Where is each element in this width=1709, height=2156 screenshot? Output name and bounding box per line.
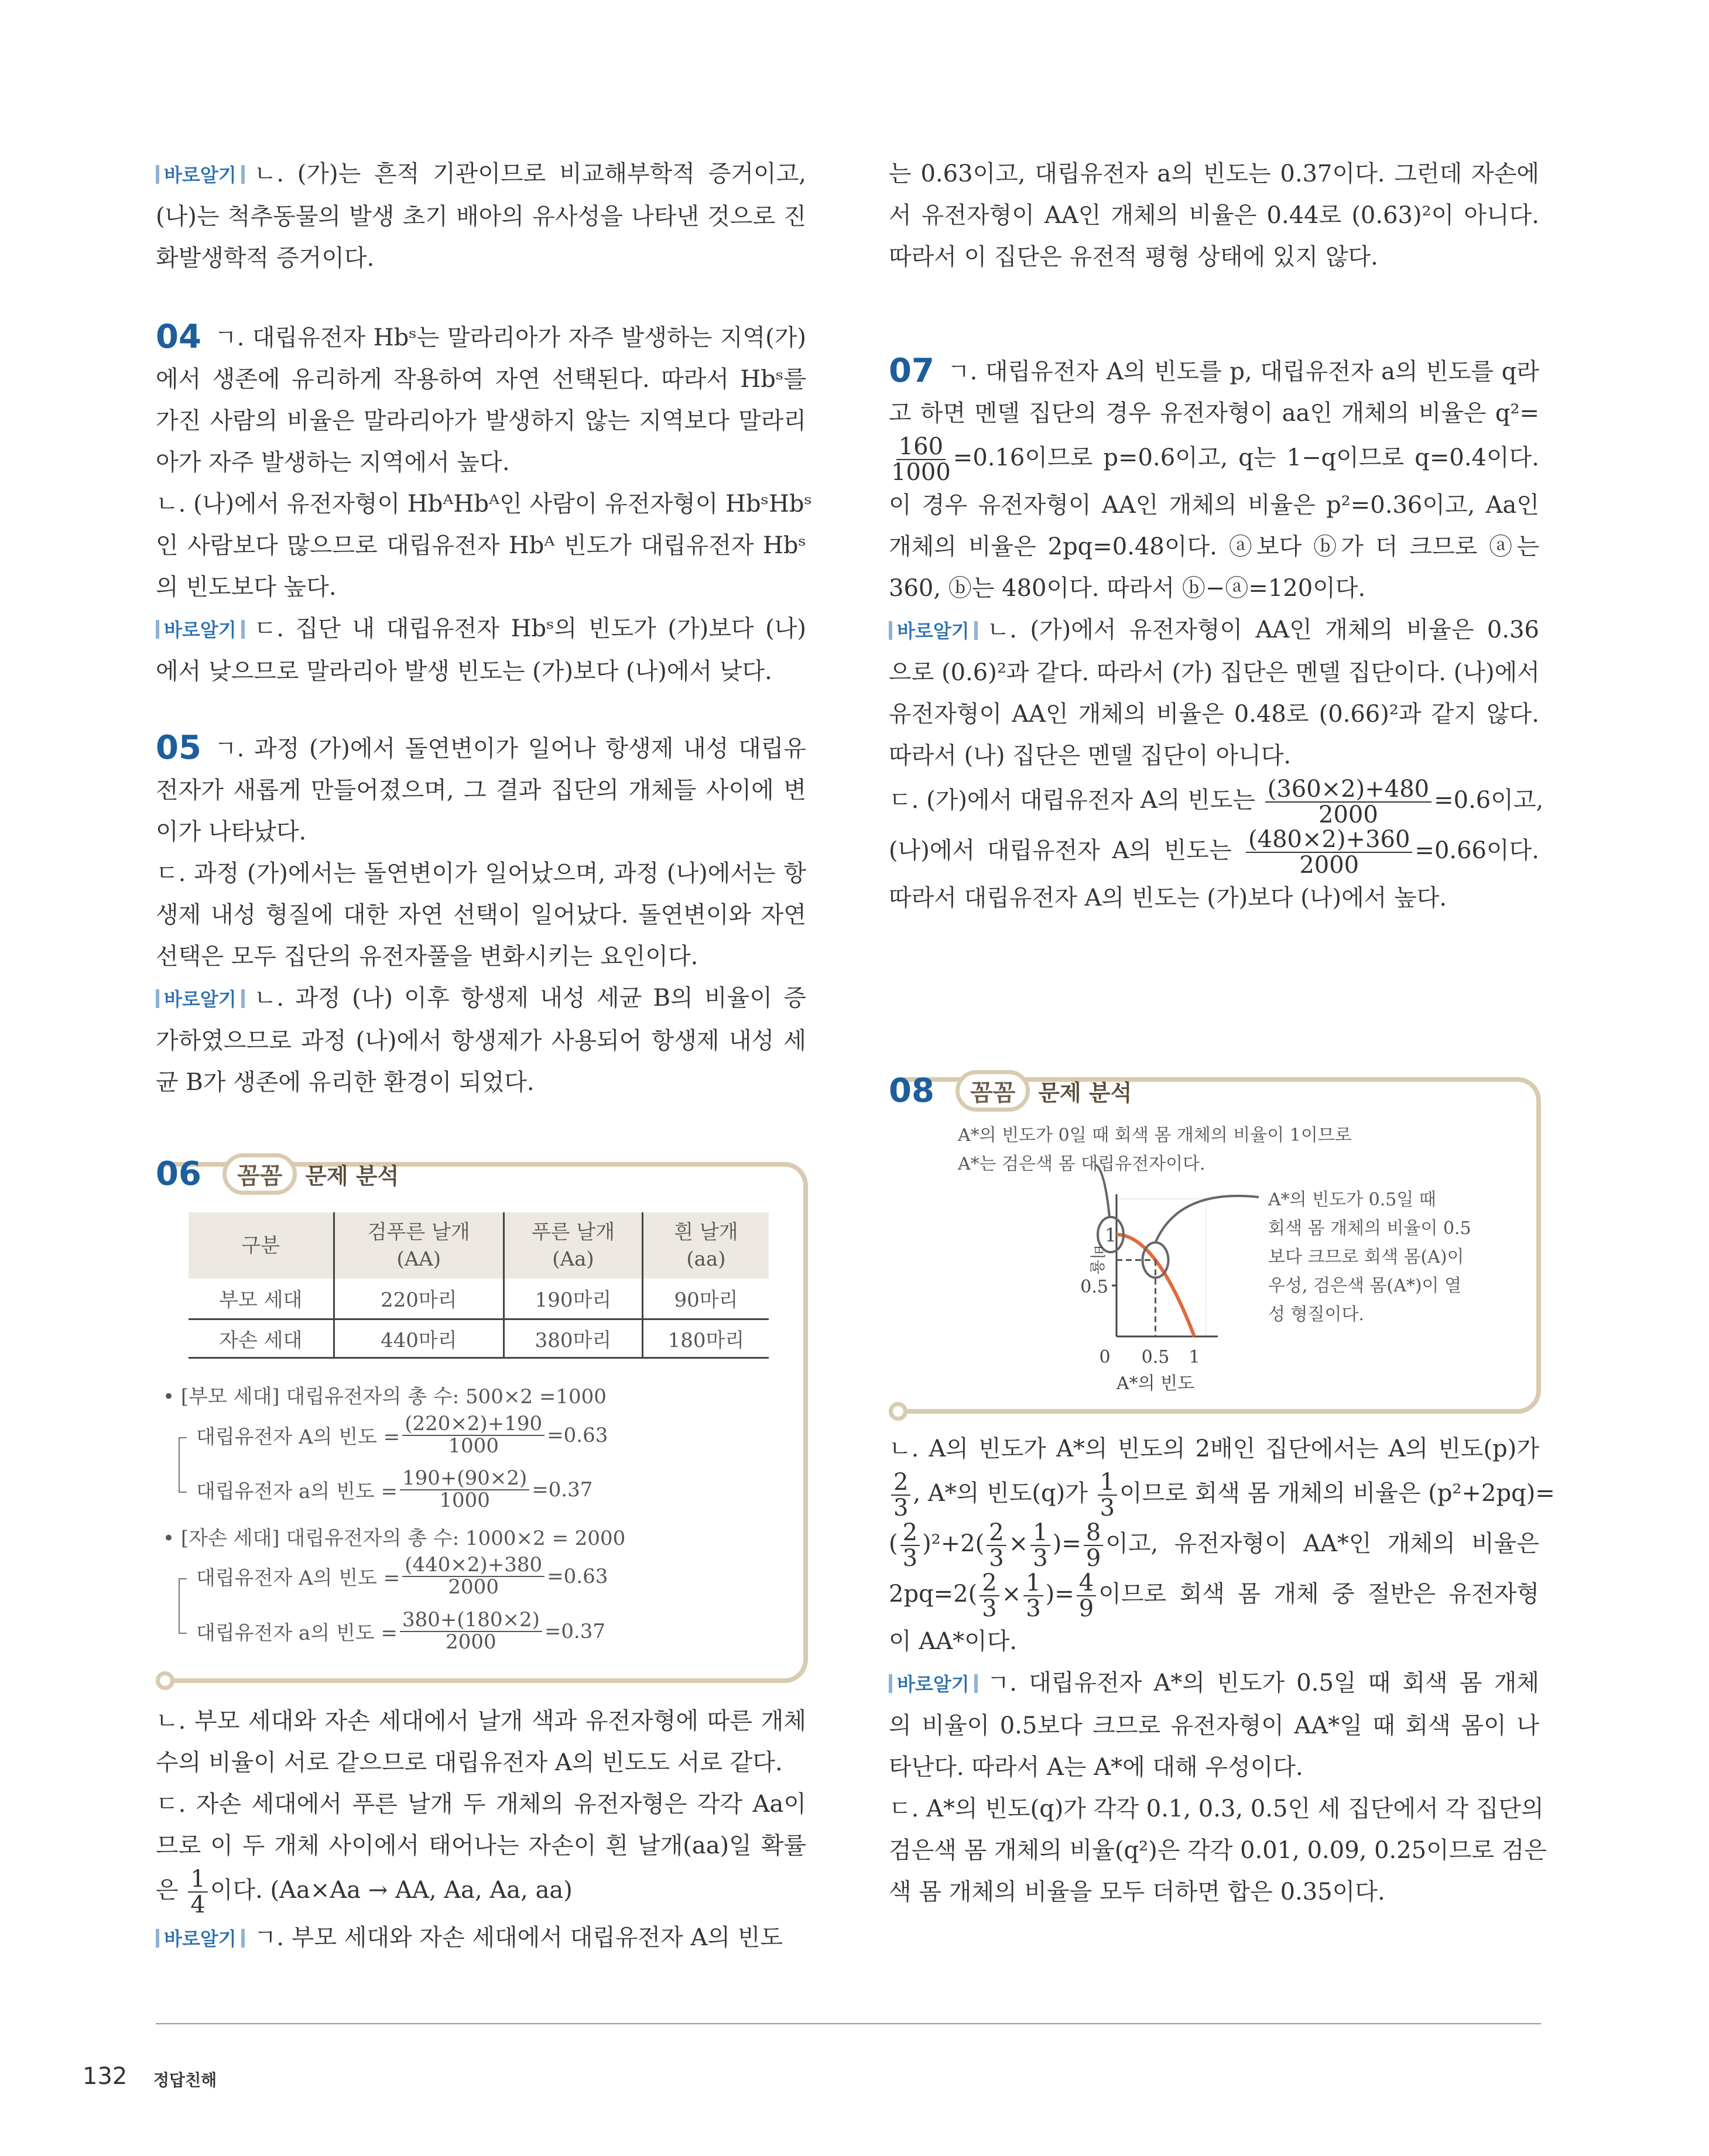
text-run: 에서 낮으므로 말라리아 발생 빈도는 (가)보다 (나)에서 낮다. xyxy=(156,658,772,685)
header-aa-blue: 푸른 날개 (Aa) xyxy=(504,1212,643,1278)
text-run: 이다. (Aa×Aa → AA, Aa, Aa, aa) xyxy=(210,1877,573,1904)
text-run: ㄷ. 집단 내 대립유전자 Hbˢ의 빈도가 (가)보다 (나) xyxy=(254,615,806,642)
y-tick-label: 1 xyxy=(1104,1224,1117,1246)
numerator: 160 xyxy=(896,434,946,460)
text-run: 가진 사람의 비율은 말라리아가 발생하지 않는 지역보다 말라리 xyxy=(156,407,806,434)
text-run: 의 빈도보다 높다. xyxy=(156,574,337,601)
text-run: ㄷ. 과정 (가)에서는 돌연변이가 일어났으며, 과정 (나)에서는 항 xyxy=(156,860,806,887)
question-number: 04 xyxy=(156,318,201,356)
header-aa-dark: 검푸른 날개 (AA) xyxy=(334,1212,504,1278)
correction-badge: 바로알기 xyxy=(889,620,978,642)
numerator: 190+(90×2) xyxy=(400,1468,529,1490)
denominator: 1000 xyxy=(448,1434,499,1458)
header-category: 구분 xyxy=(189,1212,334,1278)
text-run: 검은색 몸 개체의 비율(q²)은 각각 0.01, 0.09, 0.25이므로 검은 xyxy=(889,1837,1547,1864)
text-run: 의 비율이 0.5보다 크므로 유전자형이 AA*일 때 회색 몸이 나 xyxy=(889,1712,1539,1739)
numerator: (360×2)+480 xyxy=(1265,777,1431,803)
text-run: )= xyxy=(1045,1581,1074,1607)
text-run: 에서 생존에 유리하게 작용하여 자연 선택된다. 따라서 Hbˢ를 xyxy=(156,366,806,393)
text-run: 따라서 이 집단은 유전적 평형 상태에 있지 않다. xyxy=(889,244,1378,270)
parent-total: • [부모 세대] 대립유전자의 총 수: 500×2 =1000 xyxy=(163,1385,607,1408)
text-run: 수의 비율이 서로 같으므로 대립유전자 A의 빈도도 서로 같다. xyxy=(156,1749,783,1776)
numerator: 2 xyxy=(900,1520,920,1546)
text-run: × xyxy=(1008,1530,1029,1557)
text-run: )²+2( xyxy=(922,1530,985,1557)
text-run: ㄴ. A의 빈도가 A*의 빈도의 2배인 집단에서는 A의 빈도(p)가 xyxy=(889,1435,1539,1462)
text-run: ㄱ. 대립유전자 Hbˢ는 말라리아가 자주 발생하는 지역(가) xyxy=(214,324,806,351)
text-run: 360, ⓑ는 480이다. 따라서 ⓑ−ⓐ=120이다. xyxy=(889,575,1366,602)
annotation-right: A*의 빈도가 0.5일 때 회색 몸 개체의 비율이 0.5 보다 크므로 회색 몸(A)이 우성, 검은색 몸(A*)이 열 성 형질이다. xyxy=(1268,1190,1471,1325)
text-run: 생제 내성 형질에 대한 자연 선택이 일어났다. 돌연변이와 자연 xyxy=(156,902,806,928)
correction-badge: 바로알기 xyxy=(889,1673,978,1695)
correction-badge: 바로알기 xyxy=(156,1928,245,1950)
numerator: 8 xyxy=(1084,1520,1103,1546)
text-run: ㄱ. 부모 세대와 자손 세대에서 대립유전자 A의 빈도 xyxy=(254,1924,783,1951)
formula-result: =0.37 xyxy=(532,1478,593,1502)
text-run: , A*의 빈도(q)가 xyxy=(913,1480,1095,1507)
correction-badge: 바로알기 xyxy=(156,619,245,641)
numerator: 1 xyxy=(1098,1470,1117,1496)
question-number: 06 xyxy=(156,1155,201,1193)
text-run: 가하였으므로 과정 (나)에서 항생제가 사용되어 항생제 내성 세 xyxy=(156,1027,806,1054)
text-run: ㄷ. 자손 세대에서 푸른 날개 두 개체의 유전자형은 각각 Aa이 xyxy=(156,1791,806,1818)
text-run: ( xyxy=(889,1530,898,1557)
x-tick-label: 1 xyxy=(1189,1347,1200,1367)
denominator: 1000 xyxy=(891,459,951,486)
formula-result: =0.63 xyxy=(547,1423,608,1447)
footer-divider xyxy=(156,2023,1541,2024)
text-run: 따라서 대립유전자 A의 빈도는 (가)보다 (나)에서 높다. xyxy=(889,885,1447,911)
denominator: 4 xyxy=(190,1891,206,1918)
text-run: 따라서 (나) 집단은 멘델 집단이 아니다. xyxy=(889,742,1292,769)
numerator: 1 xyxy=(1030,1520,1050,1546)
denominator: 3 xyxy=(1100,1495,1115,1521)
denominator: 3 xyxy=(989,1545,1004,1572)
denominator: 3 xyxy=(982,1595,997,1622)
text-run: 타난다. 따라서 A는 A*에 대해 우성이다. xyxy=(889,1754,1303,1781)
question-number: 05 xyxy=(156,729,201,767)
denominator: 1000 xyxy=(439,1488,490,1512)
text-run: 선택은 모두 집단의 유전자풀을 변화시키는 요인이다. xyxy=(156,943,698,970)
table-row: 부모 세대 220마리 190마리 90마리 xyxy=(189,1278,769,1319)
kkomkkom-badge: 꼼꼼 xyxy=(222,1153,297,1195)
table-row: 자손 세대 440마리 380마리 180마리 xyxy=(189,1319,769,1358)
formula-result: =0.63 xyxy=(547,1564,608,1588)
text-run: 인 사람보다 많으므로 대립유전자 Hbᴬ 빈도가 대립유전자 Hbˢ xyxy=(156,532,806,559)
numerator: 2 xyxy=(891,1470,910,1496)
denominator: 9 xyxy=(1078,1595,1094,1622)
formula-result: =0.37 xyxy=(544,1619,606,1643)
formula-label: 대립유전자 A의 빈도 = xyxy=(196,1425,400,1449)
denominator: 2000 xyxy=(446,1630,496,1654)
text-run: ㄷ. A*의 빈도(q)가 각각 0.1, 0.3, 0.5인 세 집단에서 각 집단의 xyxy=(889,1795,1544,1822)
text-run: ㄴ. 부모 세대와 자손 세대에서 날개 색과 유전자형에 따른 개체 xyxy=(156,1708,806,1735)
text-run: 전자가 새롭게 만들어졌으며, 그 결과 집단의 개체들 사이에 변 xyxy=(156,777,806,804)
formula-label: 대립유전자 A의 빈도 = xyxy=(196,1567,400,1591)
x-tick-label: 0 xyxy=(1099,1347,1111,1367)
text-run: 이가 나타났다. xyxy=(156,818,307,845)
text-run: 는 0.63이고, 대립유전자 a의 빈도는 0.37이다. 그런데 자손에 xyxy=(889,160,1539,187)
text-run: 이 AA*이다. xyxy=(889,1628,1018,1655)
kkomkkom-badge: 꼼꼼 xyxy=(955,1070,1030,1112)
child-total: • [자손 세대] 대립유전자의 총 수: 1000×2 = 2000 xyxy=(163,1527,626,1550)
text-run: ㄴ. (나)에서 유전자형이 HbᴬHbᴬ인 사람이 유전자형이 HbˢHbˢ xyxy=(156,491,813,517)
text-run: 고 하면 멘델 집단의 경우 유전자형이 aa인 개체의 비율은 q²= xyxy=(889,400,1539,427)
numerator: 380+(180×2) xyxy=(400,1610,542,1632)
y-tick-label: 0.5 xyxy=(1080,1277,1108,1297)
numerator: 4 xyxy=(1077,1571,1096,1596)
text-run: 이 경우 유전자형이 AA인 개체의 비율은 p²=0.36이고, Aa인 xyxy=(889,492,1539,519)
text-run: ㄷ. (가)에서 대립유전자 A의 빈도는 xyxy=(889,787,1263,814)
text-run: =0.16이므로 p=0.6이고, q는 1−q이므로 q=0.4이다. xyxy=(953,444,1539,471)
formula-label: 대립유전자 a의 빈도 = xyxy=(196,1480,398,1504)
x-tick-label: 0.5 xyxy=(1141,1347,1170,1367)
page-number: 132 xyxy=(83,2063,128,2090)
text-run: ㄴ. 과정 (나) 이후 항생제 내성 세균 B의 비율이 증 xyxy=(254,985,806,1012)
text-run: ㄱ. 과정 (가)에서 돌연변이가 일어나 항생제 내성 대립유 xyxy=(214,735,806,762)
correction-badge: 바로알기 xyxy=(156,988,245,1010)
correction-badge: 바로알기 xyxy=(156,164,245,186)
text-run: 2pq=2( xyxy=(889,1581,978,1607)
text-run: 서 유전자형이 AA인 개체의 비율은 0.44로 (0.63)²이 아니다. xyxy=(889,202,1539,229)
numerator: 2 xyxy=(979,1571,999,1596)
text-run: 이므로 회색 몸 개체 중 절반은 유전자형 xyxy=(1098,1581,1539,1607)
text-run: (나)에서 대립유전자 A의 빈도는 xyxy=(889,837,1244,864)
numerator: (480×2)+360 xyxy=(1246,827,1412,853)
denominator: 3 xyxy=(893,1495,909,1521)
text-run: ㄱ. 대립유전자 A*의 빈도가 0.5일 때 회색 몸 개체 xyxy=(987,1670,1539,1696)
text-run: )= xyxy=(1052,1530,1081,1557)
denominator: 9 xyxy=(1085,1545,1101,1572)
text-run: 이므로 회색 몸 개체의 비율은 (p²+2pq)= xyxy=(1119,1480,1555,1507)
text-run: =0.6이고, xyxy=(1434,787,1544,814)
denominator: 3 xyxy=(1026,1595,1041,1622)
denominator: 3 xyxy=(1033,1545,1048,1572)
box-title: 문제 분석 xyxy=(1038,1080,1132,1106)
x-axis-label: A*의 빈도 xyxy=(1116,1373,1195,1394)
question-number: 07 xyxy=(889,352,934,390)
text-run: ㄱ. 대립유전자 A의 빈도를 p, 대립유전자 a의 빈도를 q라 xyxy=(947,358,1539,385)
formula-label: 대립유전자 a의 빈도 = xyxy=(196,1622,398,1646)
text-run: 색 몸 개체의 비율을 모두 더하면 합은 0.35이다. xyxy=(889,1879,1385,1905)
footer-label: 정답친해 xyxy=(153,2071,217,2090)
text-run: 은 xyxy=(156,1877,186,1904)
annotation-top: A*의 빈도가 0일 때 회색 몸 개체의 비율이 1이므로 A*는 검은색 몸 대립유전자이다. xyxy=(958,1125,1352,1174)
text-run: 개체의 비율은 2pq=0.48이다. ⓐ보다 ⓑ가 더 크므로 ⓐ는 xyxy=(889,533,1539,560)
text-run: 아가 자주 발생하는 지역에서 높다. xyxy=(156,449,510,476)
numerator: (440×2)+380 xyxy=(402,1555,544,1577)
question-number: 08 xyxy=(889,1072,934,1110)
denominator: 2000 xyxy=(448,1575,499,1599)
text-run: ㄴ. (가)에서 유전자형이 AA인 개체의 비율은 0.36 xyxy=(987,616,1539,643)
text-run: 므로 이 두 개체 사이에서 태어나는 자손이 흰 날개(aa)일 확률 xyxy=(156,1832,806,1859)
numerator: 1 xyxy=(1023,1571,1043,1596)
box-title: 문제 분석 xyxy=(305,1163,399,1189)
text-run: (나)는 척추동물의 발생 초기 배아의 유사성을 나타낸 것으로 진 xyxy=(156,203,806,230)
text-run: 이고, 유전자형이 AA*인 개체의 비율은 xyxy=(1105,1530,1539,1557)
y-axis-label: 비율 xyxy=(1088,1245,1105,1274)
numerator: 1 xyxy=(188,1867,207,1893)
arrow-up xyxy=(1096,1165,1109,1217)
text-run: × xyxy=(1001,1581,1022,1607)
text-run: ㄴ. (가)는 흔적 기관이므로 비교해부학적 증거이고, xyxy=(254,160,806,187)
denominator: 2000 xyxy=(1318,801,1378,828)
arrow-right xyxy=(1156,1196,1259,1243)
text-run: 균 B가 생존에 유리한 환경이 되었다. xyxy=(156,1069,535,1096)
text-run: 으로 (0.6)²과 같다. 따라서 (가) 집단은 멘델 집단이다. (나)에서 xyxy=(889,659,1540,686)
numerator: 2 xyxy=(987,1520,1006,1546)
text-run: =0.66이다. xyxy=(1415,837,1539,864)
numerator: (220×2)+190 xyxy=(402,1414,544,1436)
header-aa-white: 흰 날개 (aa) xyxy=(642,1212,769,1278)
text-run: 화발생학적 증거이다. xyxy=(156,245,375,272)
text-run: 유전자형이 AA인 개체의 비율은 0.48로 (0.66)²과 같지 않다. xyxy=(889,701,1539,728)
denominator: 3 xyxy=(902,1545,918,1572)
denominator: 2000 xyxy=(1299,852,1359,879)
